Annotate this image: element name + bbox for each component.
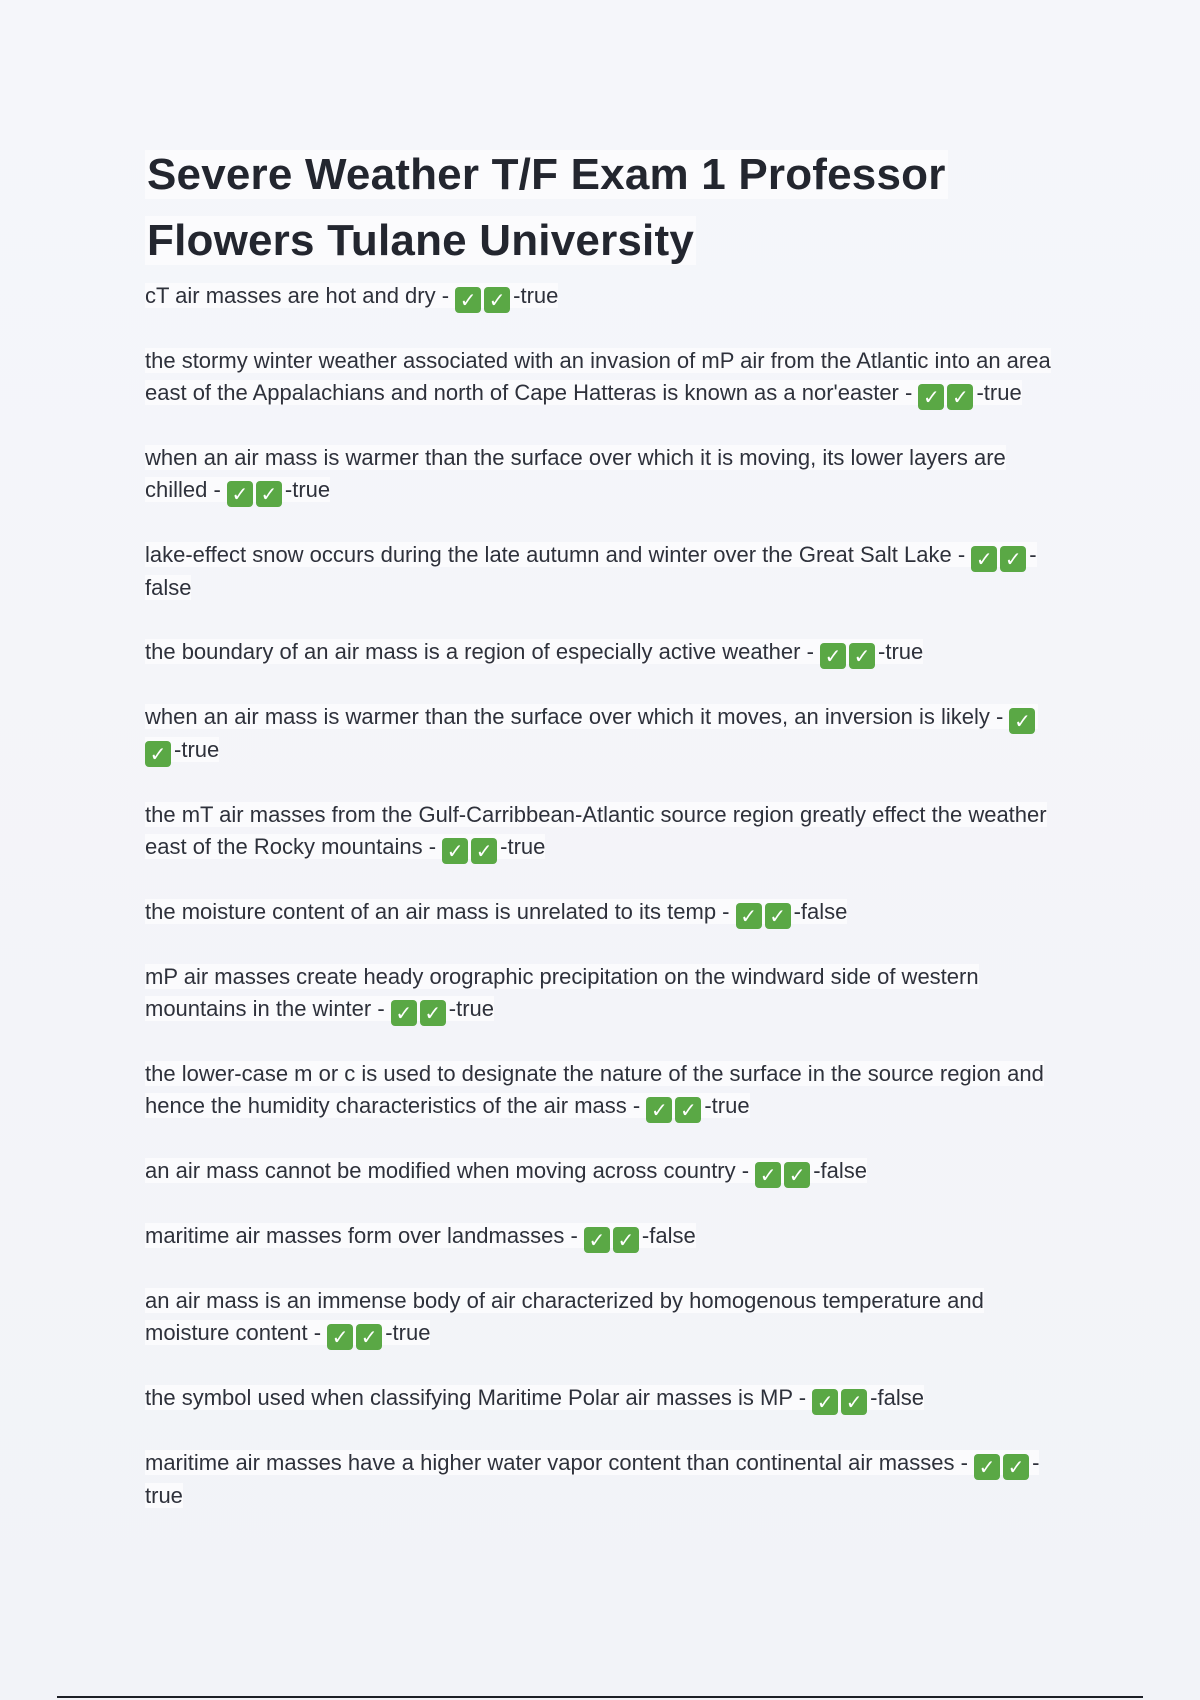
list-item [145,1447,1065,1512]
list-item [145,280,1065,313]
check-mark-icon: ✓ [974,1454,1000,1480]
check-mark-icon: ✓ [755,1162,781,1188]
answer-text: -true [704,1093,750,1118]
check-mark-icon: ✓ [256,481,282,507]
list-item [145,636,1065,669]
answer-text: -false [813,1158,867,1183]
check-mark-icon: ✓ [356,1324,382,1350]
question-text: cT air masses are hot and dry - [145,283,456,308]
question-line [145,283,559,312]
question-text: mP air masses create heady orographic precipitation on the windward side of western mountains in the winter - [145,964,979,1021]
page-title-text: Severe Weather T/F Exam 1 Professor Flowers Tulane University [147,150,946,265]
page-title [145,142,1065,274]
question-text: when an air mass is warmer than the surface over which it moves, an inversion is likely - [145,704,1010,729]
check-mark-icon: ✓ [227,481,253,507]
check-mark-icon: ✓ [613,1227,639,1253]
check-mark-icon: ✓ [145,741,171,767]
question-list [145,280,1065,1512]
question-text: the moisture content of an air mass is unrelated to its temp - [145,899,736,924]
question-line [145,1223,696,1252]
list-item [145,1155,1065,1188]
question-line [145,445,1006,506]
answer-text: -true [448,996,495,1021]
answer-text: -true [284,477,331,502]
question-text: the mT air masses from the Gulf-Carribbean-Atlantic source region greatly effect the weather east of the Rocky mountains - [145,802,1047,859]
answer-text: -false [145,542,1037,600]
question-text: maritime air masses have a higher water vapor content than continental air masses - [145,1450,975,1475]
question-text: an air mass is an immense body of air characterized by homogenous temperature and moisture content - [145,1288,984,1345]
question-line [145,1158,867,1187]
footer-divider [57,1696,1143,1698]
list-item [145,701,1065,767]
question-line [145,704,1038,766]
check-mark-icon: ✓ [391,1000,417,1026]
list-item [145,442,1065,507]
question-text: lake-effect snow occurs during the late autumn and winter over the Great Salt Lake - [145,542,972,567]
question-line [145,964,979,1025]
check-mark-icon: ✓ [327,1324,353,1350]
list-item [145,961,1065,1026]
question-text: the lower-case m or c is used to designate the nature of the surface in the source region and hence the humidity characteristics of the air mass - [145,1061,1044,1118]
check-mark-icon: ✓ [1000,546,1026,572]
list-item [145,1285,1065,1350]
check-mark-icon: ✓ [947,384,973,410]
check-mark-icon: ✓ [736,903,762,929]
answer-text: -false [793,899,848,924]
check-mark-icon: ✓ [675,1097,701,1123]
list-item [145,345,1065,410]
check-mark-icon: ✓ [420,1000,446,1026]
question-text: maritime air masses form over landmasses - [145,1223,584,1248]
question-text: an air mass cannot be modified when moving across country - [145,1158,756,1183]
list-item [145,1382,1065,1415]
check-mark-icon: ✓ [455,287,481,313]
question-line [145,639,924,668]
check-mark-icon: ✓ [442,838,468,864]
question-text: the stormy winter weather associated with an invasion of mP air from the Atlantic into an area east of the Appalachians and north of Cape Hatteras is known as a nor'easter - [145,348,1051,405]
check-mark-icon: ✓ [841,1389,867,1415]
question-line [145,899,848,928]
question-line [145,1450,1039,1508]
answer-text: -true [878,639,924,664]
question-text: the boundary of an air mass is a region of especially active weather - [145,639,821,664]
check-mark-icon: ✓ [918,384,944,410]
answer-text: -true [500,834,546,859]
answer-text: -true [145,1450,1040,1508]
check-mark-icon: ✓ [971,546,997,572]
list-item [145,896,1065,929]
check-mark-icon: ✓ [471,838,497,864]
check-mark-icon: ✓ [584,1227,610,1253]
check-mark-icon: ✓ [784,1162,810,1188]
question-line [145,1288,984,1349]
list-item [145,1220,1065,1253]
check-mark-icon: ✓ [765,903,791,929]
answer-text: -true [174,737,220,762]
question-text: when an air mass is warmer than the surface over which it is moving, its lower layers are chilled - [145,445,1006,502]
question-line [145,802,1047,863]
check-mark-icon: ✓ [812,1389,838,1415]
answer-text: -true [513,283,559,308]
answer-text: -true [385,1320,431,1345]
question-text: the symbol used when classifying Maritime Polar air masses is MP - [145,1385,813,1410]
question-line [145,348,1051,409]
answer-text: -true [976,380,1022,405]
document-content [145,142,1065,1544]
list-item [145,1058,1065,1123]
check-mark-icon: ✓ [646,1097,672,1123]
list-item [145,799,1065,864]
check-mark-icon: ✓ [1009,708,1035,734]
check-mark-icon: ✓ [820,643,846,669]
check-mark-icon: ✓ [484,287,510,313]
question-line [145,1061,1044,1122]
question-line [145,1385,924,1414]
question-line [145,542,1037,600]
list-item [145,539,1065,604]
answer-text: -false [641,1223,696,1248]
check-mark-icon: ✓ [849,643,875,669]
check-mark-icon: ✓ [1003,1454,1029,1480]
answer-text: -false [870,1385,924,1410]
